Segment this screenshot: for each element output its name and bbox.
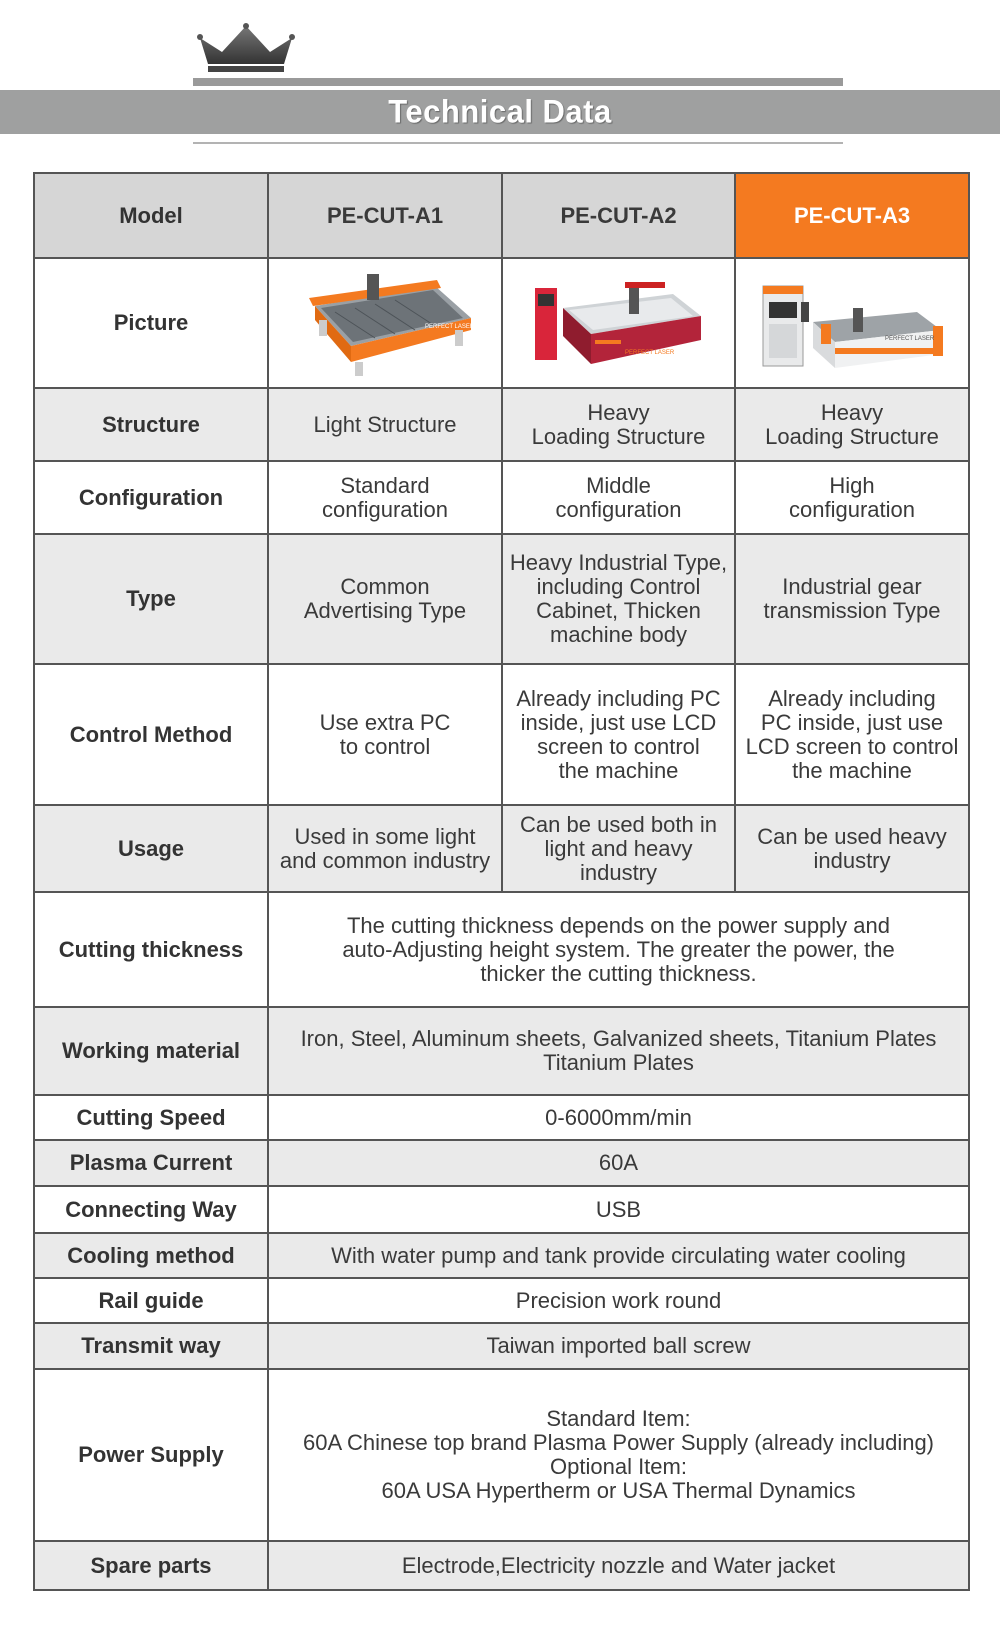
configuration-a1: Standard configuration [268, 461, 502, 534]
picture-a3 [735, 258, 969, 388]
title-banner [0, 90, 1000, 134]
row-model [34, 173, 969, 258]
configuration-label: Configuration [34, 461, 268, 534]
row-type [34, 534, 969, 664]
row-plasma-current [34, 1140, 969, 1186]
model-a2: PE-CUT-A2 [502, 173, 735, 258]
connecting-way-label: Connecting Way [34, 1186, 268, 1233]
crown-icon [196, 22, 296, 74]
usage-a3: Can be used heavy industry [735, 805, 969, 892]
configuration-a2: Middle configuration [502, 461, 735, 534]
row-connecting-way [34, 1186, 969, 1233]
transmit-way-value: Taiwan imported ball screw [268, 1323, 969, 1369]
row-configuration [34, 461, 969, 534]
row-working-material [34, 1007, 969, 1095]
model-a3: PE-CUT-A3 [735, 173, 969, 258]
svg-text:PERFECT LASER: PERFECT LASER [885, 336, 935, 342]
rail-guide-label: Rail guide [34, 1278, 268, 1323]
working-material-value: Iron, Steel, Aluminum sheets, Galvanized sheets, Titanium Plates Titanium Plates [268, 1007, 969, 1095]
plasma-cutter-a2-image [529, 268, 709, 378]
page-title: Technical Data [388, 93, 612, 130]
control-method-a1: Use extra PC to control [268, 664, 502, 805]
control-method-a2: Already including PC inside, just use LCD screen to control the machine [502, 664, 735, 805]
spare-parts-label: Spare parts [34, 1541, 268, 1590]
transmit-way-label: Transmit way [34, 1323, 268, 1369]
row-transmit-way [34, 1323, 969, 1369]
structure-a2: Heavy Loading Structure [502, 388, 735, 461]
cutting-thickness-value: The cutting thickness depends on the power supply and auto-Adjusting height system. The greater the power, the thicker the cutting thickness. [268, 892, 969, 1007]
row-cooling-method [34, 1233, 969, 1278]
header-divider-bottom [193, 142, 843, 144]
type-label: Type [34, 534, 268, 664]
picture-a1 [268, 258, 502, 388]
power-supply-label: Power Supply [34, 1369, 268, 1541]
row-spare-parts [34, 1541, 969, 1590]
picture-label: Picture [34, 258, 268, 388]
cooling-method-value: With water pump and tank provide circulating water cooling [268, 1233, 969, 1278]
type-a3: Industrial gear transmission Type [735, 534, 969, 664]
svg-text:PERFECT LASER: PERFECT LASER [624, 350, 674, 356]
power-supply-value: Standard Item: 60A Chinese top brand Plasma Power Supply (already including) Optional Item: 60A USA Hypertherm or USA Thermal Dynamics [268, 1369, 969, 1541]
row-cutting-thickness [34, 892, 969, 1007]
structure-label: Structure [34, 388, 268, 461]
control-method-a3: Already including PC inside, just use LCD screen to control the machine [735, 664, 969, 805]
usage-label: Usage [34, 805, 268, 892]
cooling-method-label: Cooling method [34, 1233, 268, 1278]
plasma-current-label: Plasma Current [34, 1140, 268, 1186]
plasma-cutter-a3-image [757, 268, 947, 378]
structure-a3: Heavy Loading Structure [735, 388, 969, 461]
picture-a2 [502, 258, 735, 388]
structure-a1: Light Structure [268, 388, 502, 461]
model-a1: PE-CUT-A1 [268, 173, 502, 258]
plasma-current-value: 60A [268, 1140, 969, 1186]
working-material-label: Working material [34, 1007, 268, 1095]
plasma-cutter-a1-image [295, 268, 475, 378]
row-picture [34, 258, 969, 388]
row-control-method [34, 664, 969, 805]
spare-parts-value: Electrode,Electricity nozzle and Water jacket [268, 1541, 969, 1590]
cutting-thickness-label: Cutting thickness [34, 892, 268, 1007]
usage-a2: Can be used both in light and heavy industry [502, 805, 735, 892]
row-rail-guide [34, 1278, 969, 1323]
usage-a1: Used in some light and common industry [268, 805, 502, 892]
svg-text:PERFECT LASER: PERFECT LASER [425, 324, 475, 330]
header-divider-top [193, 78, 843, 86]
rail-guide-value: Precision work round [268, 1278, 969, 1323]
row-cutting-speed [34, 1095, 969, 1140]
control-method-label: Control Method [34, 664, 268, 805]
row-usage [34, 805, 969, 892]
row-power-supply [34, 1369, 969, 1541]
row-structure [34, 388, 969, 461]
model-label: Model [34, 173, 268, 258]
cutting-speed-value: 0-6000mm/min [268, 1095, 969, 1140]
connecting-way-value: USB [268, 1186, 969, 1233]
configuration-a3: High configuration [735, 461, 969, 534]
type-a2: Heavy Industrial Type, including Control Cabinet, Thicken machine body [502, 534, 735, 664]
type-a1: Common Advertising Type [268, 534, 502, 664]
cutting-speed-label: Cutting Speed [34, 1095, 268, 1140]
technical-data-table [33, 172, 970, 1591]
